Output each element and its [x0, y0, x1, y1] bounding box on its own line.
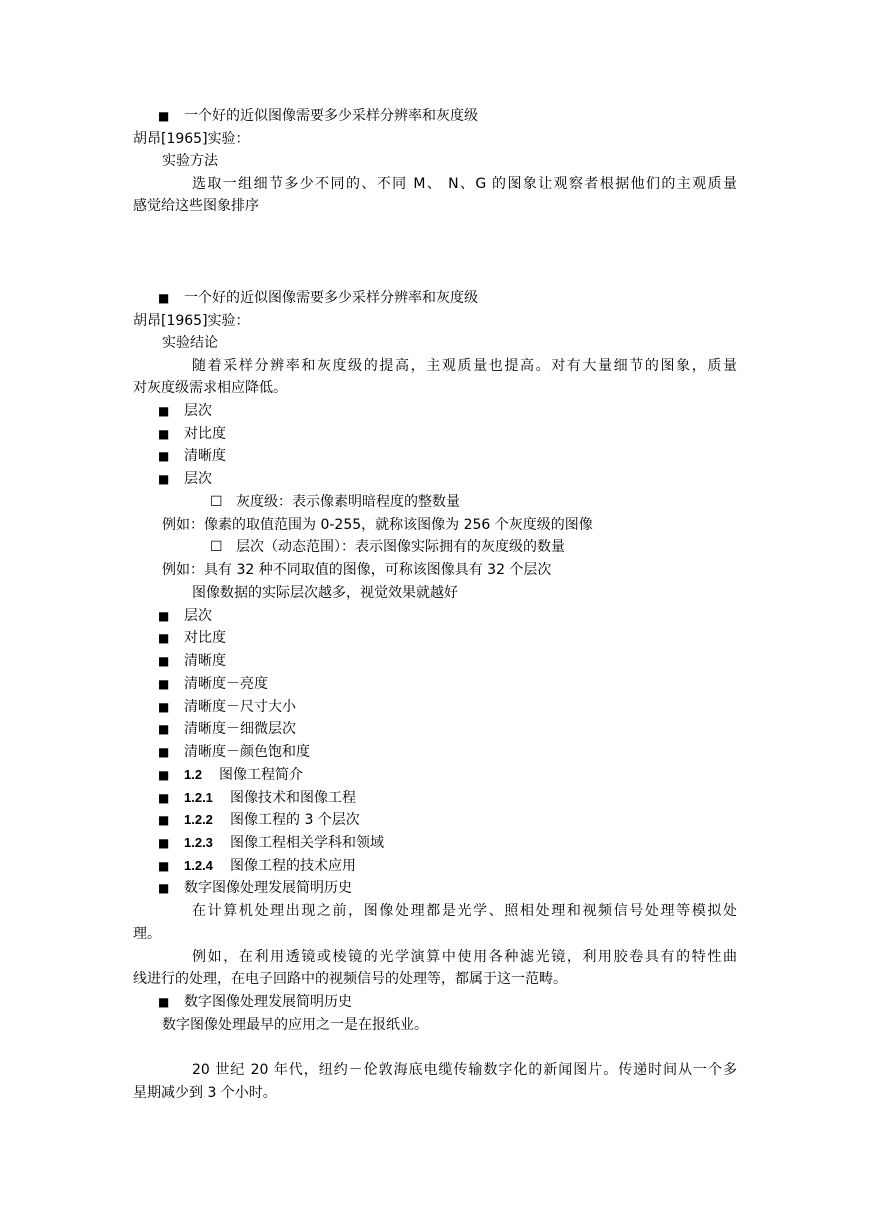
paragraph-line: 例如，在利用透镜或棱镜的光学演算中使用各种滤光镜，利用胶卷具有的特性曲: [192, 949, 737, 965]
toc-title: 图像工程相关学科和领域: [230, 835, 384, 851]
bullet-item: ■ 清晰度－尺寸大小: [158, 696, 296, 719]
box-bullet-item: ☐ 层次（动态范围）：表示图像实际拥有的灰度级的数量: [210, 536, 565, 559]
toc-number: 1.2: [184, 767, 203, 782]
experiment-label: 胡昂[1965]实验：: [133, 313, 250, 329]
bullet-item: ■ 清晰度－颜色饱和度: [158, 741, 310, 764]
paragraph-line: 数字图像处理最早的应用之一是在报纸业。: [162, 1017, 428, 1033]
experiment-label: 胡昂[1965]实验：: [133, 131, 250, 147]
toc-item: [158, 855, 356, 878]
toc-title: 图像工程的 3 个层次: [230, 812, 360, 828]
toc-title: 图像技术和图像工程: [230, 790, 356, 806]
box-bullet-item: ☐ 灰度级：表示像素明暗程度的整数量: [210, 491, 460, 514]
bullet-item: ■ 层次: [158, 400, 212, 423]
example-line: 例如：具有 32 种不同取值的图像，可称该图像具有 32 个层次: [162, 562, 552, 578]
bullet-heading: ■ 数字图像处理发展简明历史: [158, 877, 352, 900]
section-label: 实验结论: [162, 335, 218, 351]
bullet-heading: ■ 数字图像处理发展简明历史: [158, 991, 352, 1014]
toc-item: [158, 832, 384, 855]
toc-item: [158, 809, 360, 832]
paragraph-line: 在计算机处理出现之前，图像处理都是光学、照相处理和视频信号处理等模拟处: [192, 903, 737, 919]
section-label: 实验方法: [162, 153, 218, 169]
paragraph-line: 感觉给这些图象排序: [133, 198, 259, 214]
bullet-heading: ■ 一个好的近似图像需要多少采样分辨率和灰度级: [158, 105, 478, 128]
bullet-item: ■ 对比度: [158, 627, 226, 650]
paragraph-line: 20 世纪 20 年代，纽约－伦敦海底电缆传输数字化的新闻图片。传递时间从一个多: [192, 1062, 737, 1078]
paragraph-line: 随着采样分辨率和灰度级的提高，主观质量也提高。对有大量细节的图象，质量: [192, 358, 737, 374]
toc-title: 图像工程简介: [219, 767, 303, 783]
toc-number: 1.2.4: [184, 858, 213, 873]
bullet-item: ■ 对比度: [158, 423, 226, 446]
bullet-item: ■ 层次: [158, 605, 212, 628]
paragraph-line: 选取一组细节多少不同的、不同 M、 N、G 的图象让观察者根据他们的主观质量: [192, 176, 737, 192]
paragraph-line: 线进行的处理，在电子回路中的视频信号的处理等，都属于这一范畴。: [133, 971, 567, 987]
summary-line: 图像数据的实际层次越多，视觉效果就越好: [192, 585, 458, 601]
paragraph-line: 对灰度级需求相应降低。: [133, 380, 287, 396]
bullet-item: ■ 清晰度－细微层次: [158, 718, 296, 741]
bullet-item: ■ 清晰度: [158, 445, 226, 468]
toc-number: 1.2.1: [184, 790, 213, 805]
bullet-item: ■ 清晰度－亮度: [158, 673, 268, 696]
bullet-heading: ■ 一个好的近似图像需要多少采样分辨率和灰度级: [158, 287, 478, 310]
toc-item: [158, 787, 356, 810]
toc-number: 1.2.3: [184, 835, 213, 850]
toc-item: [158, 764, 303, 787]
bullet-item: ■ 清晰度: [158, 650, 226, 673]
paragraph-line: 星期减少到 3 个小时。: [133, 1085, 277, 1101]
toc-title: 图像工程的技术应用: [230, 858, 356, 874]
example-line: 例如：像素的取值范围为 0-255，就称该图像为 256 个灰度级的图像: [162, 517, 593, 533]
paragraph-line: 理。: [133, 926, 161, 942]
toc-number: 1.2.2: [184, 812, 213, 827]
bullet-item: ■ 层次: [158, 468, 212, 491]
